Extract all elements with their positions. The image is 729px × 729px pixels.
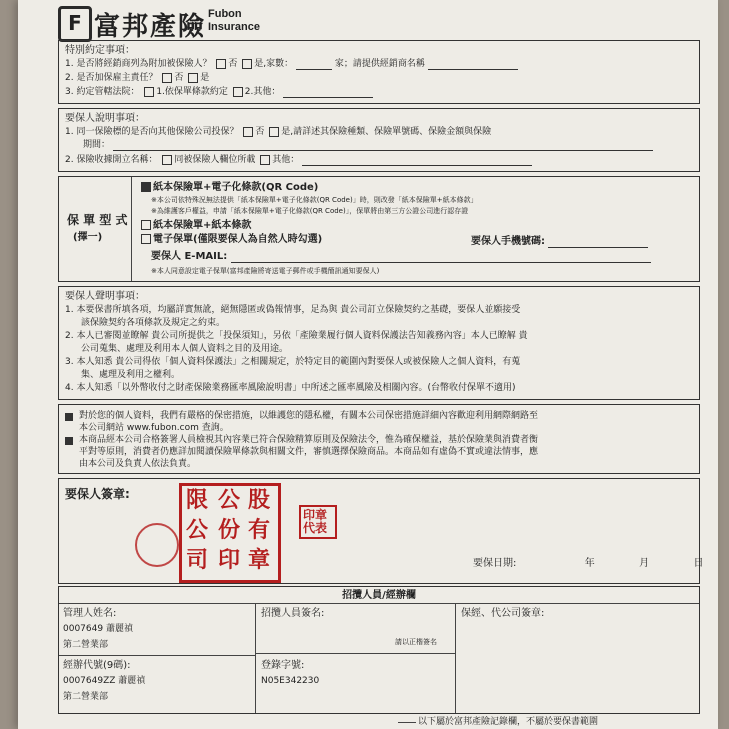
special-term-2-no: 否 bbox=[174, 73, 184, 83]
applicant-note-1 bbox=[65, 126, 491, 138]
policy-option-1-note-2: ※為維護客戶權益，申請「紙本保險單+電子化條款(QR Code)」，保單將由第三方公證公司進行認存證 bbox=[151, 207, 469, 215]
agent-header-divider bbox=[59, 603, 699, 604]
declaration-item-4: 4. 本人知悉「以外幣收付之財產保險業務匯率風險說明書」中所述之匯率風險及相關內容。(台幣收付保單不適用) bbox=[65, 383, 516, 393]
application-date bbox=[473, 557, 704, 570]
dealer-count-field[interactable] bbox=[296, 69, 332, 70]
applicant-note-2-option1: 同被保險人欄位所載 bbox=[174, 155, 256, 165]
other-insurance-field[interactable] bbox=[113, 150, 653, 151]
signature-label: 要保人簽章: bbox=[65, 487, 130, 501]
special-term-3-question: 3. 約定管轄法院： bbox=[65, 87, 140, 97]
broker-seal-label: 保經、代公司簽章: bbox=[461, 608, 545, 619]
handler-code-value: 0007649ZZ 蕭麗禎 bbox=[63, 676, 146, 686]
applicant-note-2 bbox=[65, 154, 532, 166]
manager-name-value: 0007649 蕭麗禎 bbox=[63, 624, 133, 634]
policy-option-1-note-1: ※本公司依特殊況無法提供「紙本保險單+電子化條款(QR Code)」時，則改發「紙本保險單+紙本條款」 bbox=[151, 196, 478, 204]
special-terms-section bbox=[58, 40, 700, 104]
declaration-item-3b: 集、處理及利用之權利。 bbox=[81, 370, 181, 380]
representative-seal-stamp: 印章 代表 bbox=[299, 505, 337, 539]
fubon-logo-icon: F bbox=[58, 6, 92, 42]
declaration-title: 要保人聲明事項： bbox=[65, 291, 145, 302]
agent-col-divider-1 bbox=[255, 603, 256, 713]
solicitor-signature-note: 請以正楷簽名 bbox=[395, 638, 437, 646]
applicant-note-1-period-label: 期間： bbox=[83, 140, 111, 150]
special-term-3-option2: 2.其他： bbox=[244, 87, 281, 97]
special-term-3-option1: 1.依保單條款約定 bbox=[156, 87, 228, 97]
declaration-section bbox=[58, 286, 700, 400]
privacy-p1b: 本公司網站 www.fubon.com 查詢。 bbox=[79, 423, 229, 433]
privacy-p2c: 由本公司及負責人依法負責。 bbox=[79, 459, 197, 469]
special-term-2-question: 2. 是否加保雇主責任？ bbox=[65, 73, 158, 83]
date-year-label: 年 bbox=[584, 558, 595, 569]
date-label: 要保日期: bbox=[473, 558, 517, 569]
special-term-2-yes: 是 bbox=[200, 73, 210, 83]
form-paper bbox=[18, 0, 718, 729]
checkbox-no[interactable] bbox=[216, 59, 226, 69]
checkbox-paper-qr[interactable] bbox=[141, 182, 151, 192]
solicitor-signature-label: 招攬人員簽名: bbox=[261, 608, 325, 619]
policy-option-1 bbox=[139, 181, 318, 194]
dealer-name-field[interactable] bbox=[428, 69, 518, 70]
policy-type-label: 保 單 型 式 bbox=[67, 213, 128, 227]
court-other-field[interactable] bbox=[283, 97, 373, 98]
checkbox-yes[interactable] bbox=[188, 73, 198, 83]
agent-col-divider-2 bbox=[455, 603, 456, 713]
checkbox-no[interactable] bbox=[243, 127, 253, 137]
checkbox-e-policy[interactable] bbox=[141, 234, 151, 244]
brand-en-line1: Fubon bbox=[208, 8, 242, 20]
policy-option-1-label: 紙本保險單+電子化條款(QR Code) bbox=[153, 182, 319, 193]
date-day-label: 日 bbox=[693, 558, 704, 569]
privacy-p2b: 平對等原則，消費者仍應詳加閱讀保險單條款與相關文件，審慎選擇保險商品。本商品如有虛偽不實或違法情事，應 bbox=[79, 447, 539, 457]
agent-section bbox=[58, 586, 700, 714]
applicant-notes-title: 要保人說明事項： bbox=[65, 113, 145, 124]
applicant-note-1-question: 1. 同一保險標的是否向其他保險公司投保？ bbox=[65, 127, 239, 137]
phone-field[interactable] bbox=[548, 247, 648, 248]
checkbox-yes[interactable] bbox=[269, 127, 279, 137]
company-seal-stamp: 限 公 股 公 份 有 司 印 章 bbox=[179, 483, 281, 583]
applicant-note-1-yes: 是,請詳述其保險種類、保險單號碼、保險金額與保險 bbox=[281, 127, 492, 137]
email-label bbox=[151, 250, 651, 263]
handler-code-label: 經辦代號(9碼): bbox=[63, 660, 131, 671]
signature-section bbox=[58, 478, 704, 584]
checkbox-other[interactable] bbox=[260, 155, 270, 165]
special-term-1-yes: 是,家數： bbox=[254, 59, 294, 69]
email-label-text: 要保人 E-MAIL: bbox=[151, 251, 228, 262]
agent-section-header: 招攬人員/經辦欄 bbox=[342, 590, 416, 601]
policy-type-section bbox=[58, 176, 700, 282]
policy-type-choose-one: (擇一) bbox=[73, 232, 103, 243]
checkbox-yes[interactable] bbox=[242, 59, 252, 69]
privacy-p2a: 本商品經本公司合格簽署人員檢視其內容業已符合保險精算原則及保險法令，惟為確保權益，基於保險業與消費者衡 bbox=[79, 435, 539, 445]
declaration-item-2a: 2. 本人已審閱並瞭解 貴公司所提供之「投保須知」，另依「產險業履行個人資料保護法告知義務內容」本人已瞭解 貴 bbox=[65, 331, 528, 341]
brand-en-line2: Insurance bbox=[208, 21, 260, 33]
registration-value: N05E342230 bbox=[261, 676, 320, 686]
policy-option-2-label: 紙本保險單+紙本條款 bbox=[153, 220, 252, 231]
footer-note: 以下屬於富邦產險記錄欄，不屬於要保書範圍 bbox=[418, 717, 599, 727]
privacy-p1a: 對於您的個人資料，我們有嚴格的保密措施，以維護您的隱私權，有關本公司保密措施詳細內容歡迎利用網際網路至 bbox=[79, 411, 539, 421]
special-term-1-dealer: 家；請提供經銷商名稱 bbox=[334, 59, 425, 69]
special-term-3 bbox=[65, 86, 373, 98]
privacy-section bbox=[58, 404, 700, 474]
email-field[interactable] bbox=[231, 262, 651, 263]
footer-dash bbox=[398, 722, 416, 723]
declaration-item-3a: 3. 本人知悉 貴公司得依「個人資料保護法」之相關規定，於特定目的範圍內對要保人或被保險人之個人資料，有蒐 bbox=[65, 357, 521, 367]
checkbox-policy-terms[interactable] bbox=[144, 87, 154, 97]
declaration-item-1b: 該保險契約各項條款及規定之約束。 bbox=[81, 318, 226, 328]
round-seal-stamp bbox=[135, 523, 179, 567]
agent-mid-row-divider bbox=[255, 653, 455, 654]
applicant-note-1-period bbox=[83, 139, 653, 151]
special-term-1 bbox=[65, 58, 518, 70]
agent-row-divider bbox=[59, 655, 255, 656]
special-terms-title: 特別約定事項： bbox=[65, 45, 135, 56]
receipt-name-field[interactable] bbox=[302, 165, 532, 166]
bullet-square-icon bbox=[65, 437, 73, 445]
checkbox-paper-paper[interactable] bbox=[141, 220, 151, 230]
applicant-note-2-question: 2. 保險收據開立名稱： bbox=[65, 155, 158, 165]
special-term-1-question: 1. 是否將經銷商列為附加被保險人？ bbox=[65, 59, 212, 69]
checkbox-other[interactable] bbox=[233, 87, 243, 97]
applicant-note-2-option2: 其他： bbox=[272, 155, 300, 165]
applicant-notes-section bbox=[58, 108, 700, 172]
handler-dept: 第二營業部 bbox=[63, 692, 109, 702]
manager-dept: 第二營業部 bbox=[63, 640, 109, 650]
declaration-item-1a: 1. 本要保書所填各項，均屬詳實無訛，絕無隱匿或偽報情事，足為與 貴公司訂立保險契約之基礎，要保人並願接受 bbox=[65, 305, 521, 315]
policy-option-3 bbox=[139, 233, 322, 246]
phone-label-text: 要保人手機號碼: bbox=[471, 236, 545, 247]
declaration-item-2b: 公司蒐集、處理及利用本人個人資料之目的及用途。 bbox=[81, 344, 289, 354]
brand-name-chinese: 富邦產險 bbox=[94, 12, 207, 42]
special-term-1-no: 否 bbox=[228, 59, 238, 69]
brand-name-english bbox=[208, 8, 260, 34]
policy-option-3-label: 電子保單(僅限要保人為自然人時勾選) bbox=[153, 234, 323, 245]
applicant-note-1-no: 否 bbox=[255, 127, 265, 137]
email-note: ※本人同意設定電子保單(富邦產險將寄送電子郵件或手機簡訊通知要保人) bbox=[151, 267, 380, 275]
date-month-label: 月 bbox=[639, 558, 650, 569]
policy-type-divider bbox=[131, 177, 132, 281]
bullet-square-icon bbox=[65, 413, 73, 421]
policy-option-2 bbox=[139, 219, 251, 232]
checkbox-no[interactable] bbox=[162, 73, 172, 83]
phone-label bbox=[471, 235, 648, 248]
checkbox-same-as-insured[interactable] bbox=[162, 155, 172, 165]
registration-label: 登錄字號: bbox=[261, 660, 305, 671]
special-term-2 bbox=[65, 72, 209, 84]
manager-name-label: 管理人姓名: bbox=[63, 608, 117, 619]
